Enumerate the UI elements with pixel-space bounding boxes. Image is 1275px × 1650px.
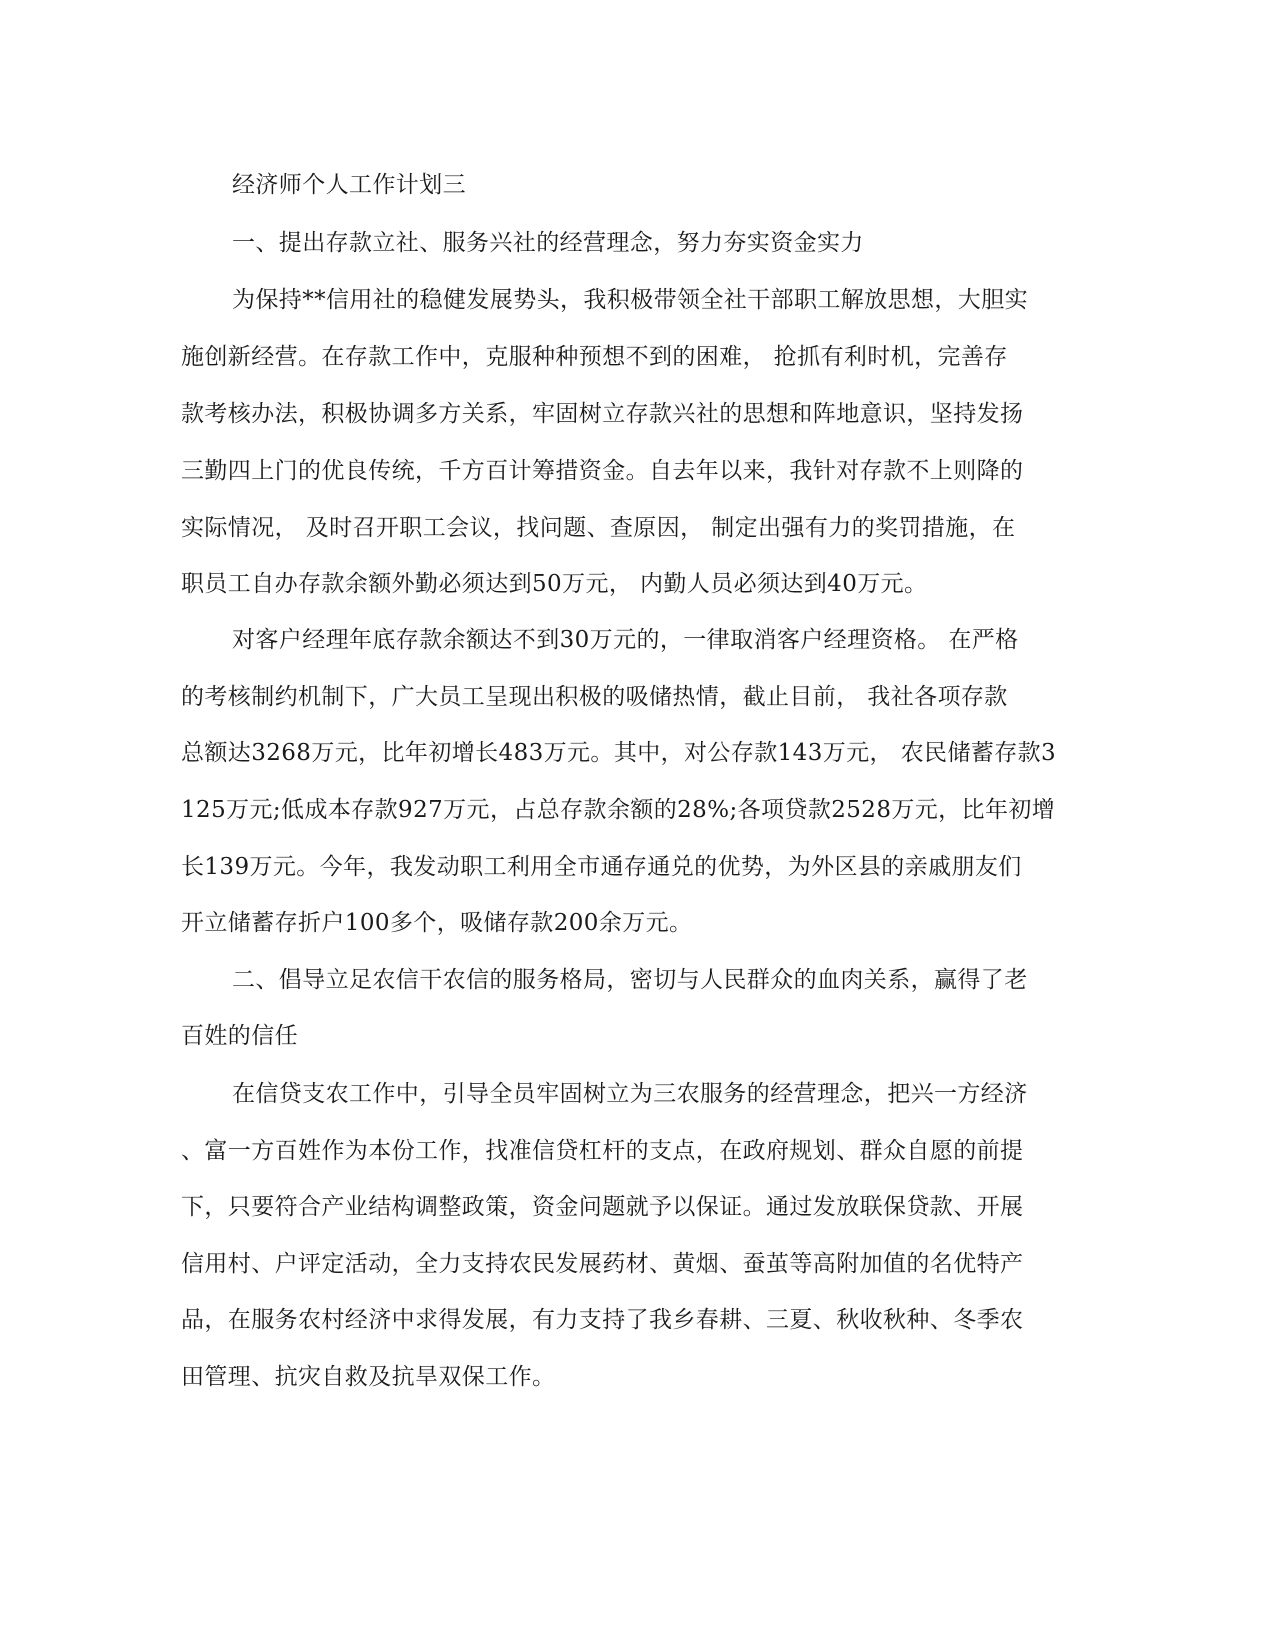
document-title: 经济师个人工作计划三: [232, 172, 466, 198]
paragraph-line: 对客户经理年底存款余额达不到30万元的，一律取消客户经理资格。 在严格: [232, 627, 1019, 653]
paragraph-line: 下，只要符合产业结构调整政策，资金问题就予以保证。通过发放联保贷款、开展: [181, 1194, 1024, 1220]
paragraph-line: 在信贷支农工作中，引导全员牢固树立为三农服务的经营理念，把兴一方经济: [232, 1081, 1028, 1107]
paragraph-line: 长139万元。今年，我发动职工利用全市通存通兑的优势，为外区县的亲戚朋友们: [181, 854, 1022, 880]
paragraph-line: 、富一方百姓作为本份工作，找准信贷杠杆的支点，在政府规划、群众自愿的前提: [181, 1138, 1024, 1164]
paragraph-line: 职员工自办存款余额外勤必须达到50万元， 内勤人员必须达到40万元。: [181, 571, 928, 597]
section1-heading: 一、提出存款立社、服务兴社的经营理念，努力夯实资金实力: [232, 230, 864, 256]
paragraph-line: 款考核办法，积极协调多方关系，牢固树立存款兴社的思想和阵地意识，坚持发扬: [181, 401, 1024, 427]
paragraph-line: 田管理、抗灾自救及抗旱双保工作。: [181, 1364, 556, 1390]
paragraph-line: 信用村、户评定活动，全力支持农民发展药材、黄烟、蚕茧等高附加值的名优特产: [181, 1251, 1024, 1277]
paragraph-line: 的考核制约机制下，广大员工呈现出积极的吸储热情，截止目前， 我社各项存款: [181, 684, 1008, 710]
paragraph-line: 三勤四上门的优良传统，千方百计筹措资金。自去年以来，我针对存款不上则降的: [181, 458, 1024, 484]
paragraph-line: 125万元;低成本存款927万元，占总存款余额的28%;各项贷款2528万元，比年初增: [181, 797, 1056, 823]
paragraph-line: 品，在服务农村经济中求得发展，有力支持了我乡春耕、三夏、秋收秋种、冬季农: [181, 1307, 1024, 1333]
paragraph-line: 总额达3268万元，比年初增长483万元。其中，对公存款143万元， 农民储蓄存款3: [181, 740, 1057, 766]
paragraph-line: 开立储蓄存折户100多个，吸储存款200余万元。: [181, 910, 693, 936]
paragraph-line: 为保持**信用社的稳健发展势头，我积极带领全社干部职工解放思想，大胆实: [232, 287, 1028, 313]
heading-line: 二、倡导立足农信干农信的服务格局，密切与人民群众的血肉关系，赢得了老: [232, 967, 1028, 993]
heading-line: 百姓的信任: [181, 1023, 298, 1049]
paragraph-line: 施创新经营。在存款工作中，克服种种预想不到的困难， 抢抓有利时机，完善存: [181, 344, 1008, 370]
paragraph-line: 实际情况， 及时召开职工会议，找问题、查原因， 制定出强有力的奖罚措施，在: [181, 515, 1016, 541]
